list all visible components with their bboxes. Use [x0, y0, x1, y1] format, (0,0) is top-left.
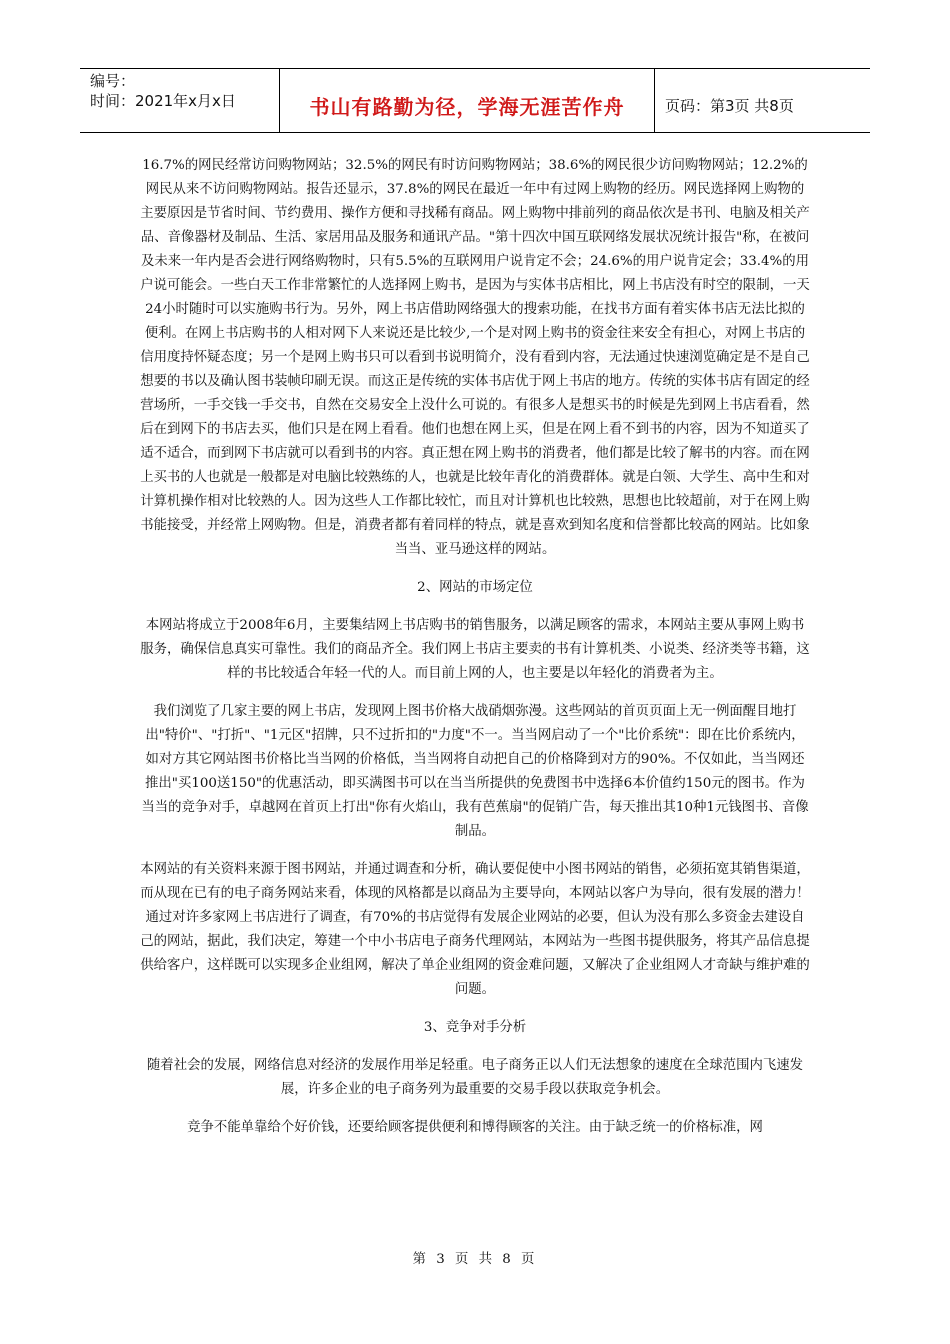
page-footer [0, 1248, 950, 1267]
paragraph-positioning: 本网站将成立于2008年6月，主要集结网上书店购书的销售服务，以满足顾客的需求，本网站主要从事网上购书服务，确保信息真实可靠性。我们的商品齐全。我们网上书店主要卖的书有计算机类、小说类、经济类等书籍，这样的书比较适合年轻一代的人。而目前上网的人，也主要是以年轻化的消费者为主。 [140, 618, 810, 681]
header-motto: 书山有路勤为径，学海无涯苦作舟 [280, 69, 655, 132]
paragraph-development: 随着社会的发展，网络信息对经济的发展作用举足轻重。电子商务正以人们无法想象的速度在全球范围内飞速发展，许多企业的电子商务列为最重要的交易手段以获取竞争机会。 [146, 1058, 804, 1097]
header-page-label: 页码：第3页 共8页 [665, 97, 794, 115]
document-body [140, 154, 810, 1154]
paragraph-survey: 16.7%的网民经常访问购物网站；32.5%的网民有时访问购物网站；38.6%的网民很少访问购物网站；12.2%的网民从来不访问购物网站。报告还显示，37.8%的网民在最近一年中有过网上购物的经历。网民选择网上购物的主要原因是节省时间、节约费用、操作方便和寻找稀有商品。网上购物中排前列的商品依次是书刊、电脑及相关产品、音像器材及制品、生活、家居用品及服务和通讯产品。"第十四次中国互联网络发展状况统计报告"称，在被问及未来一年内是否会进行网络购物时，只有5.5%的互联网用户说肯定不会；24.6%的用户说肯定会；33.4%的用户说可能会。一些白天工作非常繁忙的人选择网上购书，是因为与实体书店相比，网上书店没有时空的限制，一天24小时随时可以实施购书行为。另外，网上书店借助网络强大的搜索功能，在找书方面有着实体书店无法比拟的便利。在网上书店购书的人相对网下人来说还是比较少,一个是对网上购书的资金往来安全有担心，对网上书店的信用度持怀疑态度；另一个是网上购书只可以看到书说明简介，没有看到内容，无法通过快速浏览确定是不是自己想要的书以及确认图书装帧印刷无误。而这正是传统的实体书店优于网上书店的地方。传统的实体书店有固定的经营场所，一手交钱一手交书，自然在交易安全上没什么可说的。有很多人是想买书的时候是先到网上书店看看，然后在到网下的书店去买，他们只是在网上看看。他们也想在网上买，但是在网上看不到书的内容，因为不知道买了适不适合，而到网下书店就可以看到书的内容。真正想在网上购书的消费者，他们都是比较了解书的内容。而在网上买书的人也就是一般都是对电脑比较熟练的人，也就是比较年青化的消费群体。就是白领、大学生、高中生和对计算机操作相对比较熟的人。因为这些人工作都比较忙，而且对计算机也比较熟，思想也比较超前，对于在网上购书能接受，并经常上网购物。但是，消费者都有着同样的特点，就是喜欢到知名度和信誉都比较高的网站。比如象当当、亚马逊这样的网站。 [140, 158, 810, 557]
section-heading-market-positioning: 2、网站的市场定位 [417, 580, 533, 595]
paragraph-price-war: 我们浏览了几家主要的网上书店，发现网上图书价格大战硝烟弥漫。这些网站的首页页面上无一例面醒目地打出"特价"、"打折"、"1元区"招牌，只不过折扣的"力度"不一。当当网启动了一个"比价系统"：即在比价系统内，如对方其它网站图书价格比当当网的价格低，当当网将自动把自己的价格降到对方的90%。不仅如此，当当网还推出"买100送150"的优惠活动，即买满图书可以在当当所提供的免费图书中选择6本价值约150元的图书。作为当当的竞争对手，卓越网在首页上打出"你有火焰山，我有芭蕉扇"的促销广告，每天推出其10种1元钱图书、音像制品。 [141, 704, 809, 839]
page-header [80, 68, 870, 133]
footer-page-number: 第 3 页 共 8 页 [412, 1252, 538, 1267]
document-number-label: 编号： [90, 72, 136, 90]
header-meta [80, 69, 280, 132]
paragraph-data-source: 本网站的有关资料来源于图书网站，并通过调查和分析，确认要促使中小图书网站的销售，必须拓宽其销售渠道，而从现在已有的电子商务网站来看，体现的风格都是以商品为主要导向，本网站以客户为导向，很有发展的潜力！通过对许多家网上书店进行了调查，有70%的书店觉得有发展企业网站的必要，但认为没有那么多资金去建设自己的网站，据此，我们决定，筹建一个中小书店电子商务代理网站，本网站为一些图书提供服务，将其产品信息提供给客户，这样既可以实现多企业组网，解决了单企业组网的资金难问题，又解决了企业组网人才奇缺与维护难的问题。 [140, 862, 810, 997]
paragraph-competition: 竞争不能单靠给个好价钱，还要给顾客提供便利和博得顾客的关注。由于缺乏统一的价格标准，网 [187, 1120, 763, 1135]
document-date-label: 时间：2021年x月x日 [90, 92, 236, 110]
section-heading-competitor-analysis: 3、竞争对手分析 [423, 1020, 527, 1035]
